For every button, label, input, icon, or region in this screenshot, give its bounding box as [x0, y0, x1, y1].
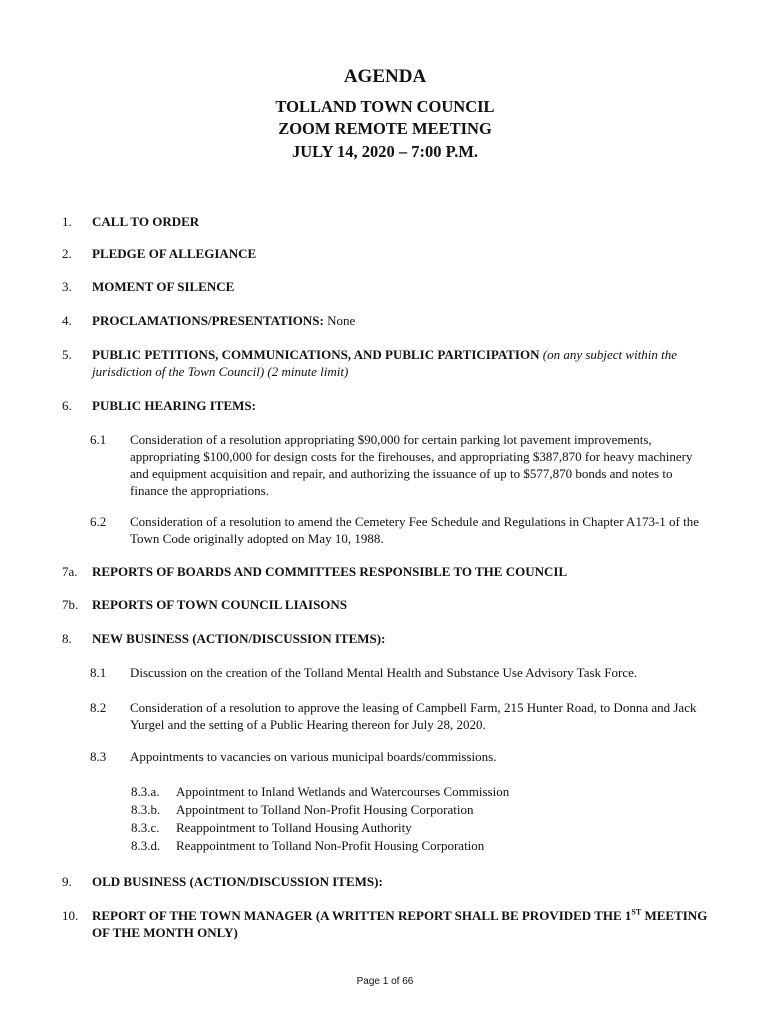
item-title: PUBLIC HEARING ITEMS:: [92, 398, 256, 413]
subitem-number: 6.1: [90, 432, 107, 447]
subitem-number: 8.3: [90, 749, 107, 764]
meeting-date: JULY 14, 2020 – 7:00 P.M.: [291, 142, 479, 161]
subitem-text: Consideration of a resolution to approve the leasing of Campbell Farm, 215 Hunter Road, to Donna and Jack Yurgel and the setting of a Public Hearing thereon for July 28, 2020.: [130, 700, 697, 732]
ordinal-superscript: ST: [631, 907, 642, 917]
item-content: [92, 312, 712, 329]
subitem-number: 6.2: [90, 514, 107, 529]
appointment-number: 8.3.d.: [131, 838, 161, 853]
item-number: 9.: [62, 874, 72, 889]
item-title: REPORTS OF BOARDS AND COMMITTEES RESPONSIBLE TO THE COUNCIL: [92, 564, 568, 579]
item-title: CALL TO ORDER: [92, 214, 200, 229]
item-title: REPORTS OF TOWN COUNCIL LIAISONS: [92, 597, 348, 612]
item-value: None: [323, 313, 356, 328]
item-number: 6.: [62, 398, 72, 413]
subitem-number: 8.1: [90, 665, 107, 680]
item-number: 7b.: [62, 597, 79, 612]
appointment-text: Reappointment to Tolland Housing Authority: [176, 820, 412, 835]
page-number: Page 1 of 66: [356, 976, 414, 987]
agenda-title: AGENDA: [343, 66, 427, 87]
meeting-type: ZOOM REMOTE MEETING: [278, 119, 492, 138]
item-number: 2.: [62, 246, 72, 261]
item-title: PROCLAMATIONS/PRESENTATIONS:: [92, 313, 324, 328]
item-title: MOMENT OF SILENCE: [92, 279, 235, 294]
item-number: 5.: [62, 347, 72, 362]
item-content: [92, 346, 712, 380]
item-number: 3.: [62, 279, 72, 294]
subitem-text: Consideration of a resolution to amend the Cemetery Fee Schedule and Regulations in Chapter A173-1 of the Town Code originally adopted on May 10, 1988.: [130, 514, 699, 546]
subitem-number: 8.2: [90, 700, 107, 715]
subitem-text: Discussion on the creation of the Tolland Mental Health and Substance Use Advisory Task Force.: [130, 665, 638, 680]
subitem-text: Consideration of a resolution appropriating $90,000 for certain parking lot pavement improvements, appropriating $100,000 for design costs for the firehouses, and appropriating $387,870 for heavy machinery and equipment acquisition and repair, and authorizing the issuance of up to $577,870 bonds and notes to finance the appropriations.: [130, 432, 693, 498]
item-title: [92, 907, 712, 941]
appointment-text: Appointment to Tolland Non-Profit Housing Corporation: [176, 802, 474, 817]
appointment-text: Reappointment to Tolland Non-Profit Housing Corporation: [176, 838, 485, 853]
item-title: PLEDGE OF ALLEGIANCE: [92, 246, 257, 261]
item-number: 7a.: [62, 564, 78, 579]
item-number: 8.: [62, 631, 72, 646]
appointment-number: 8.3.a.: [131, 784, 160, 799]
appointment-number: 8.3.c.: [131, 820, 160, 835]
item-number: 4.: [62, 313, 72, 328]
subitem-text: Appointments to vacancies on various municipal boards/commissions.: [130, 749, 497, 764]
council-name: TOLLAND TOWN COUNCIL: [275, 97, 495, 116]
item-number: 1.: [62, 214, 72, 229]
appointment-number: 8.3.b.: [131, 802, 161, 817]
appointment-text: Appointment to Inland Wetlands and Watercourses Commission: [176, 784, 510, 799]
item-note: (on any subject within the jurisdiction of the Town Council) (2 minute limit): [92, 347, 678, 379]
item-title-part-a: REPORT OF THE TOWN MANAGER (A WRITTEN REPORT SHALL BE PROVIDED THE 1: [92, 908, 632, 923]
item-title-part-b: MEETING OF THE MONTH ONLY): [92, 908, 708, 940]
item-title: PUBLIC PETITIONS, COMMUNICATIONS, AND PUBLIC PARTICIPATION: [92, 347, 540, 362]
item-number: 10.: [62, 908, 79, 923]
item-title: NEW BUSINESS (ACTION/DISCUSSION ITEMS):: [92, 631, 386, 646]
item-title: OLD BUSINESS (ACTION/DISCUSSION ITEMS):: [92, 874, 383, 889]
